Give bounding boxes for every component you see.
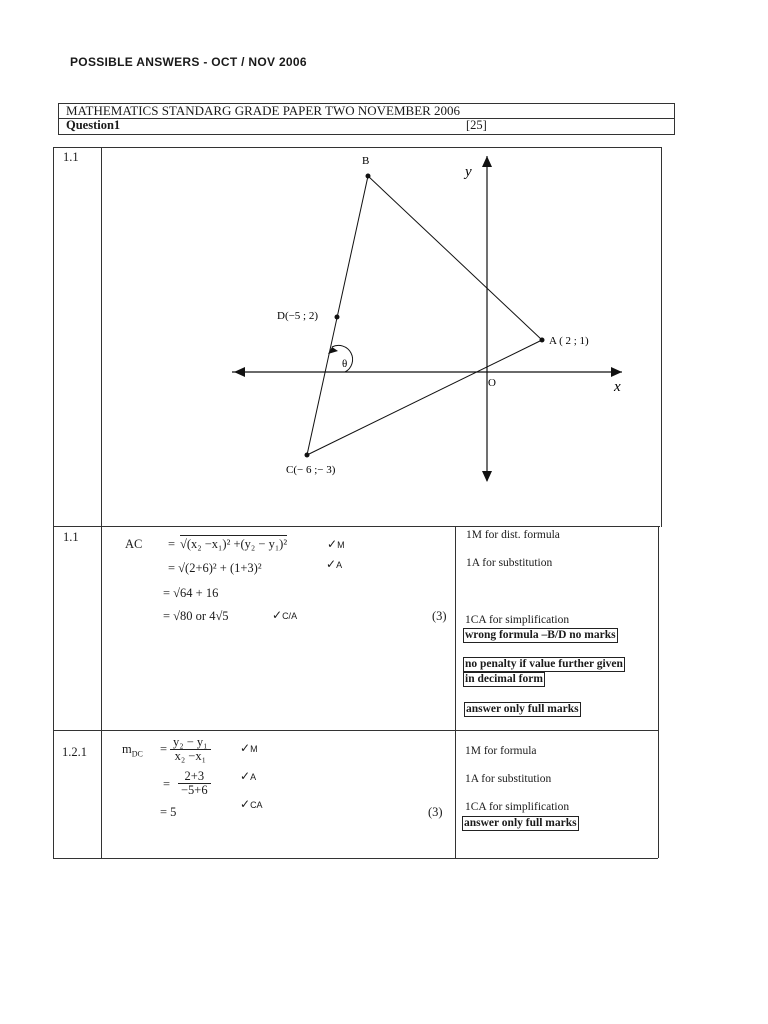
- tick-label: M: [250, 744, 258, 754]
- table-border-right-lower: [658, 526, 659, 858]
- tick-mark-icon: ✓A: [240, 769, 257, 783]
- page-heading: POSSIBLE ANSWERS - OCT / NOV 2006: [70, 55, 307, 69]
- point-D: [335, 315, 340, 320]
- x-axis-arrow-left: [234, 367, 245, 377]
- point-B: [366, 174, 371, 179]
- ac-substitution: = √(2+6)² + (1+3)²: [168, 561, 262, 575]
- tick-label: A: [250, 772, 257, 782]
- point-C: [305, 453, 310, 458]
- point-A: [540, 338, 545, 343]
- gradient-lhs: $m_{DC}$: [122, 742, 143, 759]
- side-BA: [368, 176, 542, 340]
- tick-mark-icon: ✓C/A: [272, 608, 298, 622]
- tick-mark-icon: ✓M: [240, 741, 258, 755]
- table-notes-column-divider: [455, 526, 456, 858]
- label-A: A ( 2 ; 1): [549, 335, 589, 347]
- ac-lhs: AC: [125, 537, 143, 551]
- label-y: y: [465, 164, 472, 180]
- y-axis-arrow-top: [482, 156, 492, 167]
- gradient-substitution-fraction: [178, 770, 211, 797]
- label-O: O: [488, 377, 496, 389]
- ac-equals: =: [168, 537, 176, 551]
- table-row-divider-1: [53, 526, 660, 527]
- fraction-numerator: y₂ − y₁: [170, 736, 211, 750]
- question-marks: [25]: [466, 118, 487, 132]
- tick-label: C/A: [282, 611, 298, 621]
- marking-note: 1CA for simplification: [465, 801, 570, 813]
- gradient-equals: =: [160, 742, 168, 756]
- table-border-left: [53, 147, 54, 858]
- boxed-note: answer only full marks: [466, 703, 579, 715]
- marking-note: 1M for formula: [465, 745, 537, 757]
- ac-sum: = √64 + 16: [163, 586, 219, 600]
- marks-allocation: (3): [428, 805, 443, 819]
- ac-result: = √80 or 4√5: [163, 609, 229, 623]
- paper-title: MATHEMATICS STANDARG GRADE PAPER TWO NOVEMBER 2006: [66, 103, 461, 118]
- row-number: 1.1: [63, 530, 79, 544]
- boxed-note: answer only full marks: [464, 817, 577, 829]
- row-number: 1.1: [63, 150, 79, 164]
- tick-label: A: [336, 560, 343, 570]
- tick-mark-icon: ✓A: [326, 557, 343, 571]
- question-label: Question1: [66, 118, 121, 132]
- gradient-result: = 5: [160, 805, 177, 819]
- tick-label: M: [337, 540, 345, 550]
- marks-allocation: (3): [432, 609, 447, 623]
- boxed-note: no penalty if value further given: [465, 658, 623, 670]
- label-B: B: [362, 155, 370, 167]
- fraction-denominator: x₂ −x₁: [174, 749, 206, 763]
- row-number: 1.2.1: [62, 745, 87, 759]
- boxed-note: in decimal form: [465, 673, 543, 685]
- label-C: C(− 6 ;− 3): [286, 464, 336, 476]
- tick-label: CA: [250, 800, 263, 810]
- marking-note: 1CA for simplification: [465, 614, 570, 626]
- x-axis-arrow-right: [611, 367, 622, 377]
- ac-formula: √(x₂ −x₁)² +(y₂ − y₁)²: [180, 537, 288, 551]
- label-x: x: [614, 379, 621, 395]
- fraction-numerator: 2+3: [178, 770, 211, 784]
- table-border-bottom: [53, 858, 658, 859]
- table-row-divider-2: [53, 730, 659, 731]
- coordinate-diagram: [102, 148, 660, 526]
- marking-note: 1A for substitution: [465, 773, 552, 785]
- marking-note: 1A for substitution: [466, 557, 553, 569]
- table-border-right: [661, 147, 662, 527]
- gradient-equals: =: [163, 777, 171, 791]
- tick-mark-icon: ✓CA: [240, 797, 263, 811]
- tick-mark-icon: ✓M: [327, 537, 345, 551]
- marking-note: 1M for dist. formula: [466, 529, 560, 541]
- fraction-denominator: −5+6: [181, 783, 208, 797]
- label-D: D(−5 ; 2): [277, 310, 319, 322]
- label-theta: θ: [342, 358, 348, 370]
- boxed-note: wrong formula –B/D no marks: [465, 629, 616, 641]
- y-axis-arrow-bottom: [482, 471, 492, 482]
- gradient-formula-fraction: [170, 736, 211, 763]
